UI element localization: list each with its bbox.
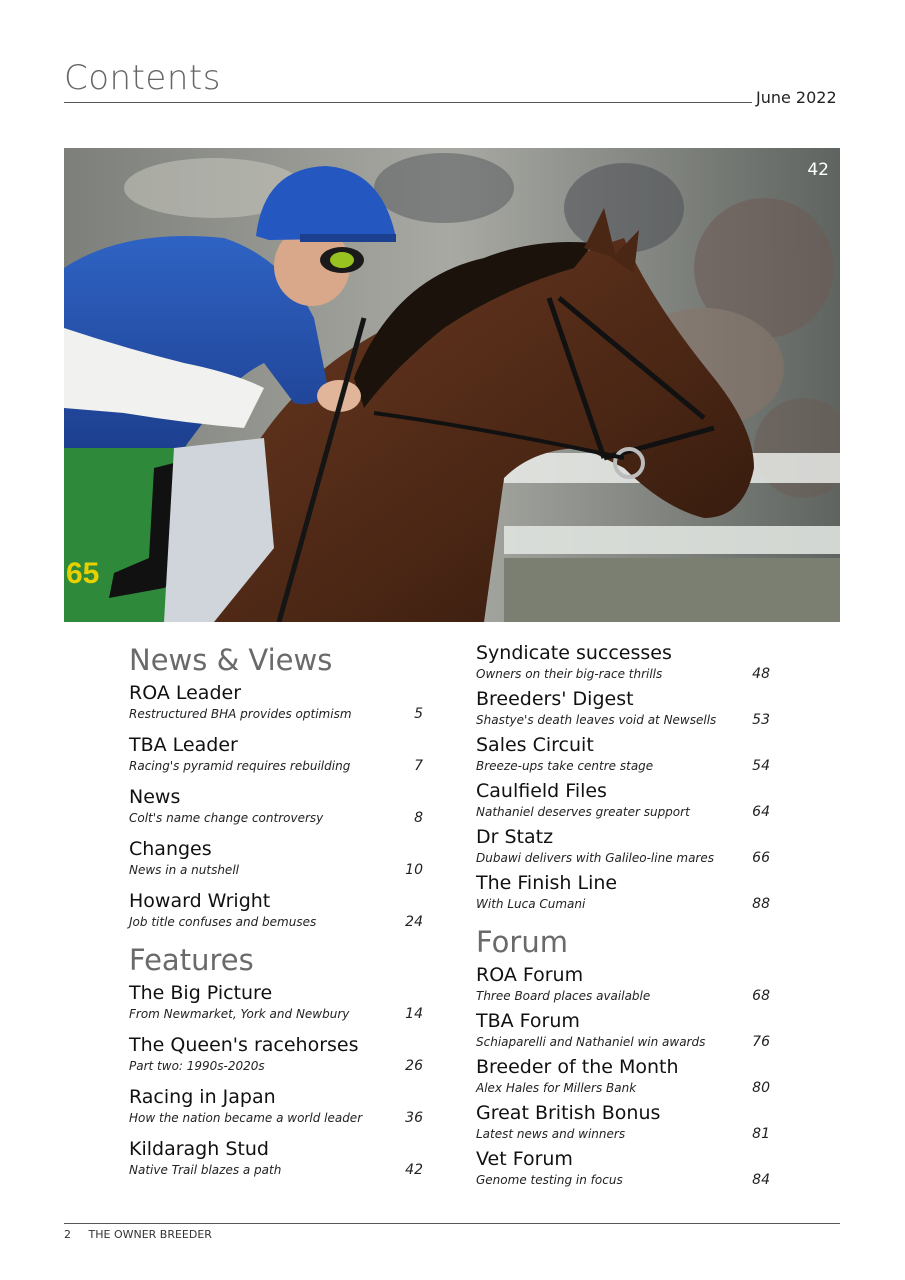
entry-page-number: 76 xyxy=(752,1034,770,1050)
contents-entry[interactable] xyxy=(476,778,770,820)
entry-title: TBA Forum xyxy=(476,1010,580,1032)
entry-page-number: 42 xyxy=(405,1162,423,1178)
entry-subtitle: Breeze-ups take centre stage xyxy=(476,759,654,773)
entry-subtitle: Dubawi delivers with Galileo-line mares xyxy=(476,851,714,865)
entry-subtitle: Schiaparelli and Nathaniel win awards xyxy=(476,1035,706,1049)
contents-left-column xyxy=(129,640,423,1188)
entry-title: Vet Forum xyxy=(476,1148,573,1170)
entry-title: Breeders' Digest xyxy=(476,688,634,710)
entry-page-number: 84 xyxy=(752,1172,770,1188)
page-number: 2 xyxy=(64,1228,71,1241)
contents-entry[interactable] xyxy=(476,824,770,866)
entry-title: ROA Leader xyxy=(129,682,242,704)
entry-page-number: 64 xyxy=(752,804,770,820)
entry-page-number: 66 xyxy=(752,850,770,866)
entry-page-number: 88 xyxy=(752,896,770,912)
contents-entry[interactable] xyxy=(476,1008,770,1050)
contents-entry[interactable] xyxy=(476,1146,770,1188)
contents-right-column xyxy=(476,640,770,1192)
contents-entry[interactable] xyxy=(129,888,423,930)
entry-subtitle: From Newmarket, York and Newbury xyxy=(129,1007,350,1021)
entry-title: Sales Circuit xyxy=(476,734,594,756)
entry-title: Kildaragh Stud xyxy=(129,1138,269,1160)
section-heading-forum: Forum xyxy=(476,925,568,959)
hero-photo xyxy=(64,148,840,622)
contents-entry[interactable] xyxy=(476,1100,770,1142)
contents-entry[interactable] xyxy=(476,732,770,774)
entry-page-number: 5 xyxy=(414,706,423,722)
entry-page-number: 80 xyxy=(752,1080,770,1096)
entry-subtitle: Colt's name change controversy xyxy=(129,811,324,825)
section-heading-features: Features xyxy=(129,943,254,977)
saddle-number: 65 xyxy=(66,557,100,590)
page-footer xyxy=(64,1228,212,1241)
entry-subtitle: Part two: 1990s-2020s xyxy=(129,1059,265,1073)
entry-title: ROA Forum xyxy=(476,964,584,986)
entry-subtitle: Nathaniel deserves greater support xyxy=(476,805,690,819)
entry-subtitle: Shastye's death leaves void at Newsells xyxy=(476,713,717,727)
publication-name: THE OWNER BREEDER xyxy=(88,1228,212,1241)
entry-title: The Finish Line xyxy=(476,872,618,894)
section-heading-news-views: News & Views xyxy=(129,643,333,677)
entry-title: Racing in Japan xyxy=(129,1086,276,1108)
entry-subtitle: News in a nutshell xyxy=(129,863,239,877)
entry-title: Breeder of the Month xyxy=(476,1056,679,1078)
entry-page-number: 48 xyxy=(752,666,770,682)
entry-title: TBA Leader xyxy=(129,734,238,756)
contents-entry[interactable] xyxy=(129,680,423,722)
contents-entry[interactable] xyxy=(476,962,770,1004)
entry-page-number: 53 xyxy=(752,712,770,728)
entry-subtitle: Three Board places available xyxy=(476,989,651,1003)
footer-rule xyxy=(64,1223,840,1224)
entry-page-number: 81 xyxy=(752,1126,770,1142)
entry-title: The Big Picture xyxy=(129,982,273,1004)
entry-subtitle: Genome testing in focus xyxy=(476,1173,623,1187)
entry-title: Dr Statz xyxy=(476,826,554,848)
entry-title: News xyxy=(129,786,181,808)
entry-subtitle: Alex Hales for Millers Bank xyxy=(476,1081,637,1095)
issue-date: June 2022 xyxy=(756,88,837,107)
entry-title: Changes xyxy=(129,838,212,860)
contents-entry[interactable] xyxy=(129,732,423,774)
entry-title: Howard Wright xyxy=(129,890,271,912)
hero-page-ref: 42 xyxy=(807,160,829,180)
contents-entry[interactable] xyxy=(476,1054,770,1096)
contents-entry[interactable] xyxy=(129,1032,423,1074)
entry-subtitle: Job title confuses and bemuses xyxy=(129,915,317,929)
entry-page-number: 8 xyxy=(414,810,423,826)
entry-subtitle: Latest news and winners xyxy=(476,1127,626,1141)
entry-page-number: 24 xyxy=(405,914,423,930)
entry-subtitle: How the nation became a world leader xyxy=(129,1111,363,1125)
entry-page-number: 7 xyxy=(414,758,423,774)
contents-entry[interactable] xyxy=(476,686,770,728)
contents-entry[interactable] xyxy=(129,980,423,1022)
entry-title: Syndicate successes xyxy=(476,642,672,664)
entry-page-number: 54 xyxy=(752,758,770,774)
entry-subtitle: Racing's pyramid requires rebuilding xyxy=(129,759,351,773)
page-title: Contents xyxy=(64,58,221,98)
header-rule xyxy=(64,102,752,103)
entry-page-number: 10 xyxy=(405,862,423,878)
entry-title: Great British Bonus xyxy=(476,1102,661,1124)
entry-page-number: 36 xyxy=(405,1110,423,1126)
entry-title: Caulfield Files xyxy=(476,780,607,802)
jockey-horse-illustration xyxy=(64,148,840,622)
entry-subtitle: Restructured BHA provides optimism xyxy=(129,707,352,721)
contents-entry[interactable] xyxy=(129,1136,423,1178)
entry-page-number: 26 xyxy=(405,1058,423,1074)
entry-subtitle: With Luca Cumani xyxy=(476,897,586,911)
entry-page-number: 14 xyxy=(405,1006,423,1022)
contents-entry[interactable] xyxy=(129,836,423,878)
entry-title: The Queen's racehorses xyxy=(129,1034,359,1056)
entry-subtitle: Native Trail blazes a path xyxy=(129,1163,282,1177)
entry-page-number: 68 xyxy=(752,988,770,1004)
contents-entry[interactable] xyxy=(476,640,770,682)
entry-subtitle: Owners on their big-race thrills xyxy=(476,667,663,681)
contents-entry[interactable] xyxy=(129,1084,423,1126)
contents-entry[interactable] xyxy=(129,784,423,826)
contents-entry[interactable] xyxy=(476,870,770,912)
